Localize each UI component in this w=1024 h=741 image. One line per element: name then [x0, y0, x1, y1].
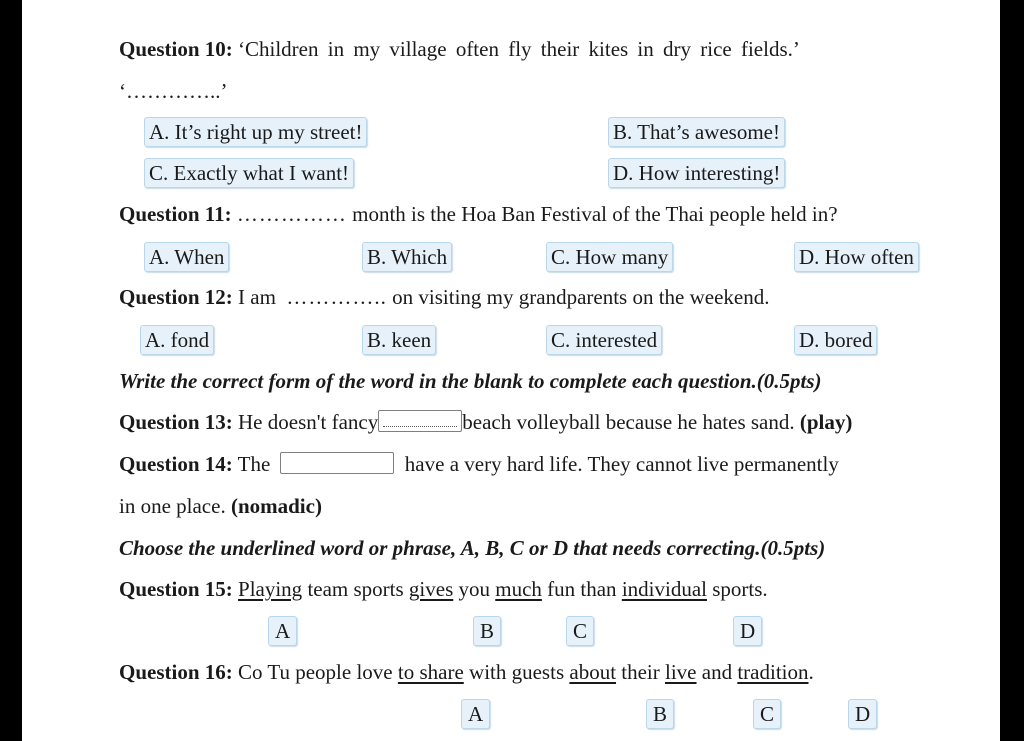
question-12	[119, 284, 770, 310]
question-label: Question 15:	[119, 577, 233, 601]
q15-letter-b[interactable]: B	[473, 616, 501, 646]
answer-input-box[interactable]	[378, 410, 462, 432]
sentence-text: with guests	[469, 660, 565, 684]
question-label: Question 12:	[119, 285, 233, 309]
q11-option-c[interactable]: C. How many	[546, 242, 673, 272]
question-label: Question 16:	[119, 660, 233, 684]
question-11	[119, 201, 838, 227]
question-14-continued	[119, 493, 322, 519]
question-label: Question 13:	[119, 410, 233, 434]
q16-letter-d[interactable]: D	[848, 699, 877, 729]
question-text-line2: in one place.	[119, 494, 226, 518]
sentence-text: sports.	[712, 577, 768, 601]
q16-letter-a[interactable]: A	[461, 699, 490, 729]
question-14	[119, 451, 839, 477]
underlined-option-b: gives	[408, 577, 454, 601]
question-text: month is the Hoa Ban Festival of the Thai people held in?	[352, 202, 838, 226]
question-13	[119, 409, 852, 435]
sentence-text: team sports	[307, 577, 404, 601]
question-text-post: on visiting my grandparents on the weekend.	[392, 285, 770, 309]
q10-option-c[interactable]: C. Exactly what I want!	[144, 158, 354, 188]
q15-letter-d[interactable]: D	[733, 616, 762, 646]
q12-option-b[interactable]: B. keen	[362, 325, 436, 355]
question-15	[119, 576, 768, 602]
question-16	[119, 659, 814, 685]
q10-option-d[interactable]: D. How interesting!	[608, 158, 785, 188]
word-hint: (nomadic)	[230, 494, 322, 518]
sentence-text: fun than	[547, 577, 617, 601]
sentence-text: their	[621, 660, 660, 684]
answer-input-box[interactable]	[280, 452, 394, 474]
question-label: Question 10:	[119, 37, 233, 61]
q10-option-b[interactable]: B. That’s awesome!	[608, 117, 785, 147]
answer-blank: …………..	[286, 285, 387, 309]
q12-option-c[interactable]: C. interested	[546, 325, 662, 355]
question-text-pre: I am	[238, 285, 276, 309]
question-text: ‘Children in my village often fly their kites in dry rice fields.’	[238, 37, 800, 61]
underlined-option-d: tradition	[737, 660, 809, 684]
q12-option-d[interactable]: D. bored	[794, 325, 877, 355]
underlined-option-c: much	[495, 577, 542, 601]
sentence-text: you	[458, 577, 490, 601]
q10-option-a[interactable]: A. It’s right up my street!	[144, 117, 367, 147]
section-instruction-error-correction: Choose the underlined word or phrase, A, B, C or D that needs correcting.(0.5pts)	[119, 536, 826, 560]
q16-letter-c[interactable]: C	[753, 699, 781, 729]
underlined-option-d: individual	[621, 577, 707, 601]
underlined-option-b: about	[569, 660, 617, 684]
q11-option-d[interactable]: D. How often	[794, 242, 919, 272]
q16-letter-b[interactable]: B	[646, 699, 674, 729]
q12-option-a[interactable]: A. fond	[140, 325, 214, 355]
section-instruction-word-form: Write the correct form of the word in the blank to complete each question.(0.5pts)	[119, 369, 822, 393]
sentence-text: and	[701, 660, 733, 684]
question-10	[119, 36, 800, 62]
question-label: Question 11:	[119, 202, 232, 226]
question-label: Question 14:	[119, 452, 233, 476]
underlined-option-a: to share	[397, 660, 464, 684]
question-text-pre: The	[237, 452, 271, 476]
sentence-text: Co Tu people love	[238, 660, 393, 684]
question-text-post: have a very hard life. They cannot live permanently	[404, 452, 839, 476]
question-10-response-blank: ‘…………..’	[119, 79, 228, 103]
q15-letter-c[interactable]: C	[566, 616, 594, 646]
question-text-post: beach volleyball because he hates sand.	[462, 410, 795, 434]
answer-blank: ……………	[236, 202, 347, 226]
word-hint: (play)	[799, 410, 853, 434]
underlined-option-c: live	[665, 660, 697, 684]
q11-option-b[interactable]: B. Which	[362, 242, 452, 272]
q15-letter-a[interactable]: A	[268, 616, 297, 646]
q11-option-a[interactable]: A. When	[144, 242, 229, 272]
sentence-text: .	[808, 660, 814, 684]
underlined-option-a: Playing	[238, 577, 303, 601]
question-text-pre: He doesn't fancy	[238, 410, 379, 434]
